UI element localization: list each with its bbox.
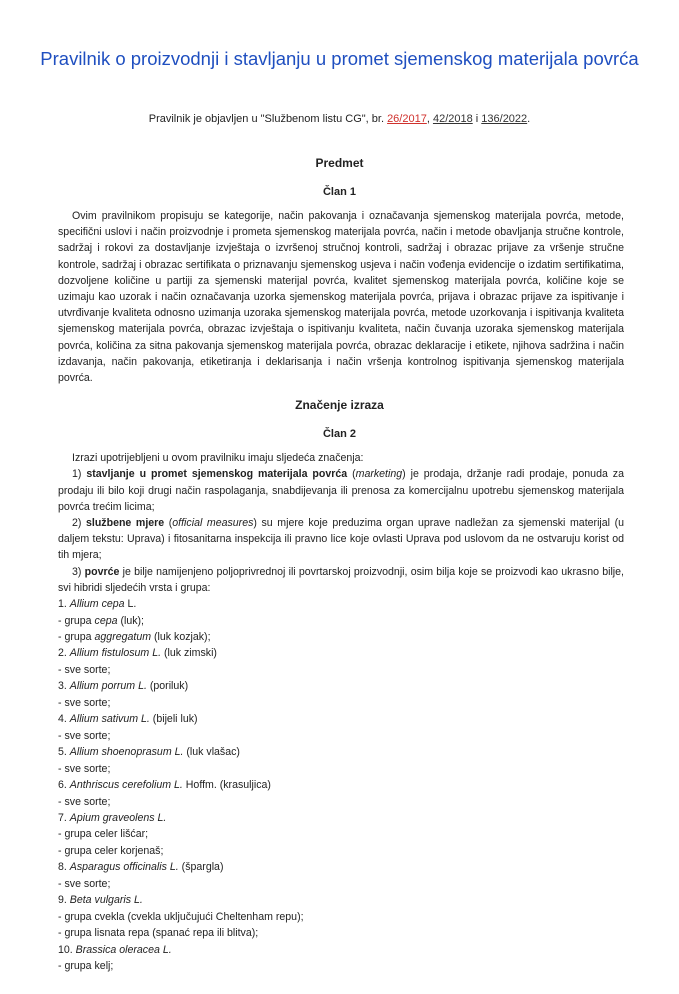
item-text: 5. [58,746,70,759]
item-text: - sve sorte; [58,795,111,808]
definition-3 [58,564,624,596]
item-text: (poriluk) [146,680,189,693]
article-1-heading: Član 1 [322,186,356,198]
species-list-item [58,761,679,777]
item-text: 2. [58,647,70,660]
species-list-item [58,678,679,694]
item-text: (špargla) [178,861,224,874]
article-2-heading: Član 2 [322,428,356,441]
item-text: - grupa celer korjenaš; [58,844,164,857]
item-text: 7. [58,811,70,824]
article-2-intro: Izrazi upotrijebljeni u ovom pravilniku imaju sljedeća značenja: [72,452,364,465]
item-text: (luk kozjak); [151,630,211,643]
item-text: 4. [58,713,70,726]
latin-name: Allium shoenoprasum L. [69,746,184,759]
species-list-item [58,777,679,793]
item-text: - sve sorte; [58,696,111,709]
document-title: Pravilnik o proizvodnji i stavljanju u promet sjemenskog materijala povrća [40,48,639,69]
publication-suffix: . [527,113,531,125]
item-text: - sve sorte; [58,877,111,890]
definition-1 [58,466,624,515]
definition-number: 1) [72,468,87,481]
foreign-term: marketing [355,468,403,481]
item-text: (luk); [117,614,144,627]
species-list-item [58,794,679,810]
species-list-item [58,892,679,908]
item-text: - grupa cvekla (cvekla uključujući Cheltenham repu); [58,910,304,923]
latin-name: Apium graveolens L. [69,811,167,824]
latin-name: Anthriscus cerefolium L. [69,779,183,792]
item-text: - grupa [58,630,95,643]
section-heading-predmet: Predmet [315,156,364,170]
species-list-item [58,695,679,711]
gazette-link-2[interactable]: 42/2018 [432,113,473,125]
item-text: 9. [58,894,70,907]
species-list-item [58,810,679,826]
item-text: (bijeli luk) [149,713,198,726]
species-list-item [58,958,679,974]
species-list [58,596,679,974]
item-text: - grupa celer lišćar; [58,828,149,841]
species-list-item [58,613,679,629]
definition-number: 3) [72,565,85,578]
publication-prefix: Pravilnik je objavljen u "Službenom listu CG", br. [148,113,388,125]
species-list-item [58,909,679,925]
item-text: (luk vlašac) [183,746,240,759]
species-list-item [58,859,679,875]
item-text: - grupa kelj; [58,960,114,973]
latin-name: Asparagus officinalis L. [69,861,179,874]
species-list-item [58,645,679,661]
item-text: 1. [58,598,70,611]
species-list-item [58,629,679,645]
species-list-item [58,942,679,958]
species-list-item [58,843,679,859]
definition-term: povrće [84,565,120,578]
item-text: 8. [58,861,70,874]
species-list-item [58,826,679,842]
article-1-text: Ovim pravilnikom propisuju se kategorije, način pakovanja i označavanja sjemenskog materijala povrća, metode, specifični uslovi i način proizvodnje i prometa sjemenskog materijala povrća, način i metode obavljanja stručne kontrole, sadržaj i rokovi za dostavljanje izvještaja o izvršenoj stručnoj kontroli, sadržaj i obrazac prijave za vršenje stručne kontrole, sadržaj i obrazac sertifikata o priznavanju sjemenskog usjeva i način vođenja evidencije o izdatim sertifikatima, dozvoljene količine u partiji za sjemenski materijal povrća, kvalitet sjemenskog materijala povrća, količine koje se uzimaju kao uzorak i način označavanja uzorka sjemenskog materijala povrća, prijava i obrazac prijave za ispitivanje i utvrđivanje kvaliteta odnosno uzimanja uzoraka sjemenskog materijala povrća, metode uzorkovanja i ispitivanja kvaliteta sjemenskog materijala povrća, obrazac izvještaja o ispitivanju kvaliteta, način čuvanja uzoraka sjemenskog materijala povrća, količina za sitna pakovanja sjemenskog materijala povrća, obrazac deklaracije i etikete, njihova sadržina i način izdavanja, način pakovanja, etiketiranja i deklarisanja i način vršenja kontrolnog ispitivanja sjemenskog materijala povrća. [58,210,624,385]
item-text: - sve sorte; [58,729,111,742]
item-text: Hoffm. (krasuljica) [182,779,271,792]
definition-number: 2) [72,517,86,530]
separator: i [472,113,482,125]
item-text: (luk zimski) [161,647,217,660]
latin-name: Allium sativum L. [69,713,150,726]
definition-term: stavljanje u promet sjemenskog materijala povrća [86,468,348,481]
item-text: - grupa [58,614,95,627]
latin-name: Brassica oleracea L. [75,943,172,956]
species-list-item [58,662,679,678]
definition-text: ) je prodaja, držanje radi prodaje, ponuda za prodaju ili bilo koji drugi način raspolaganja, snabdijevanja ili prenosa za komercijalnu upotrebu sjemenskog materijala povrća trećim licima; [58,468,624,513]
species-list-item [58,876,679,892]
item-text: - sve sorte; [58,762,111,775]
definition-text: je bilje namijenjeno poljoprivrednoj ili povrtarskoj proizvodnji, osim bilja koje se proizvodi kao ukrasno bilje, svi hibridi sljedećih vrsta i grupa: [58,565,624,594]
item-text: - sve sorte; [58,663,111,676]
item-text: - grupa lisnata repa (spanać repa ili blitva); [58,927,259,940]
species-list-item [58,711,679,727]
item-text: L. [124,598,137,611]
item-text: 3. [58,680,70,693]
paren: ( [347,468,356,481]
foreign-term: official measures [172,517,254,530]
latin-name: Beta vulgaris L. [69,894,143,907]
paren: ( [164,517,173,530]
latin-name: Allium fistulosum L. [69,647,162,660]
species-list-item [58,744,679,760]
gazette-link-3[interactable]: 136/2022 [481,113,528,125]
definition-term: službene mjere [86,517,165,530]
species-list-item [58,596,679,612]
gazette-link-1[interactable]: 26/2017 [387,113,427,125]
latin-name: aggregatum [94,630,152,643]
latin-name: cepa [94,614,118,627]
item-text: 10. [58,943,76,956]
species-list-item [58,925,679,941]
item-text: 6. [58,779,70,792]
latin-name: Allium cepa [69,598,125,611]
publication-note [0,112,679,126]
definition-2 [58,515,624,564]
latin-name: Allium porrum L. [69,680,147,693]
species-list-item [58,728,679,744]
definition-text: ) su mjere koje preduzima organ uprave nadležan za sjemenski materijal (u daljem tekstu: Uprava) i fitosanitarna inspekcija ili pravno lice koje ovlasti Uprava pod uslovom da ne ostvaruju korist od tih mjera; [58,517,625,562]
section-heading-znacenje: Značenje izraza [295,398,384,413]
separator: , [426,113,433,125]
